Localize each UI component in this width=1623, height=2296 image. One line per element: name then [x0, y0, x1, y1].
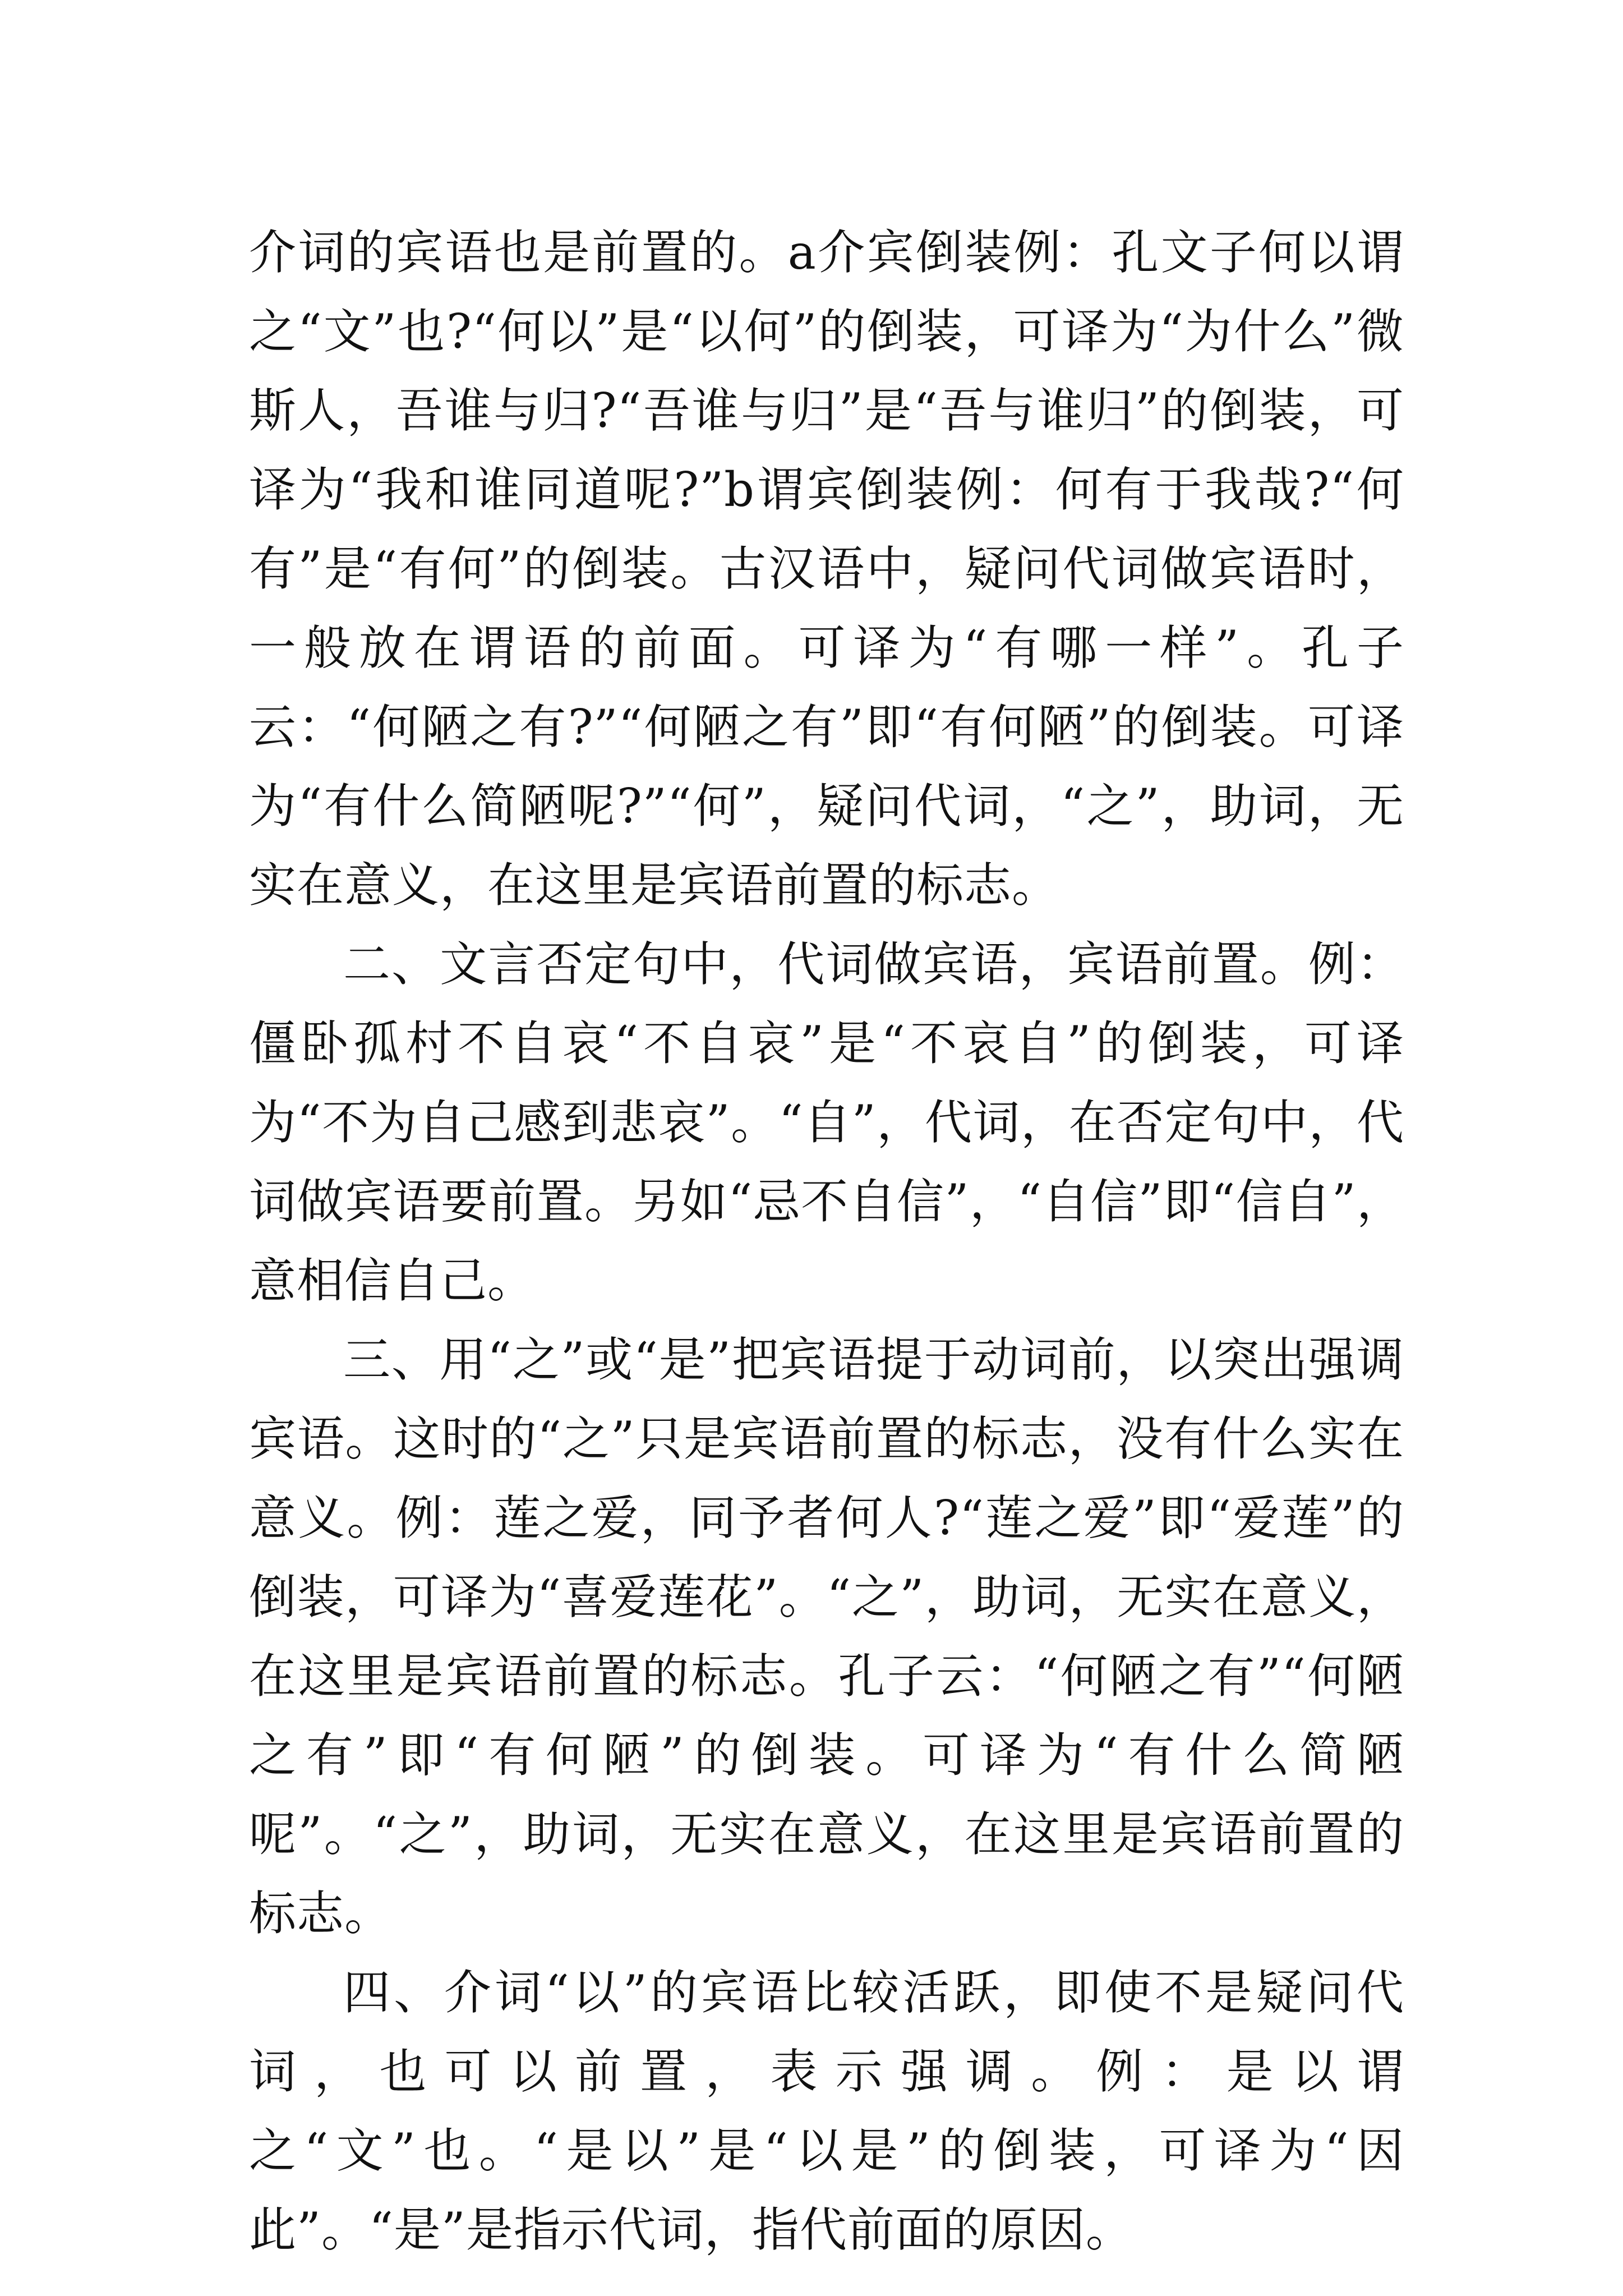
document-body	[249, 213, 1404, 2270]
paragraph-2: 二、文言否定句中，代词做宾语，宾语前置。例：僵卧孤村不自哀“不自哀”是“不哀自”的倒装，可译为“不为自己感到悲哀”。“自”，代词，在否定句中，代词做宾语要前置。另如“忌不自信”，“自信”即“信自”，意相信自己。	[249, 937, 1404, 1308]
paragraph-3: 三、用“之”或“是”把宾语提于动词前，以突出强调宾语。这时的“之”只是宾语前置的标志，没有什么实在意义。例：莲之爱，同予者何人?“莲之爱”即“爱莲”的倒装，可译为“喜爱莲花”。“之”，助词，无实在意义，在这里是宾语前置的标志。孔子云：“何陋之有”“何陋之有”即“有何陋”的倒装。可译为“有什么简陋呢”。“之”，助词，无实在意义，在这里是宾语前置的标志。	[249, 1332, 1404, 1941]
paragraph-4: 四、介词“以”的宾语比较活跃，即使不是疑问代词，也可以前置，表示强调。例：是以谓之“文”也。“是以”是“以是”的倒装，可译为“因此”。“是”是指示代词，指代前面的原因。	[249, 1965, 1404, 2257]
paragraph-1: 介词的宾语也是前置的。a介宾倒装例：孔文子何以谓之“文”也?“何以”是“以何”的倒装，可译为“为什么”微斯人，吾谁与归?“吾谁与归”是“吾与谁归”的倒装，可译为“我和谁同道呢?”b谓宾倒装例：何有于我哉?“何有”是“有何”的倒装。古汉语中，疑问代词做宾语时，一般放在谓语的前面。可译为“有哪一样”。孔子云：“何陋之有?”“何陋之有”即“有何陋”的倒装。可译为“有什么简陋呢?”“何”，疑问代词，“之”，助词，无实在意义，在这里是宾语前置的标志。	[249, 225, 1404, 913]
